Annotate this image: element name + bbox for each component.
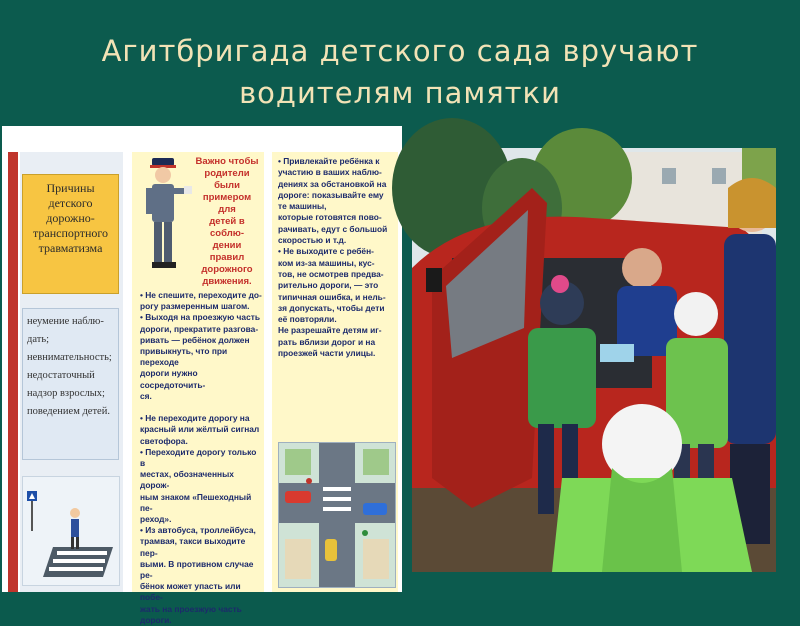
- traffic-police-officer-illustration: [140, 156, 192, 274]
- leaflet-heading-box: [22, 174, 119, 294]
- leaflet-cause: невнимательность;: [27, 352, 112, 363]
- slide-title-line1: Агитбригада детского сада вручают: [101, 34, 699, 68]
- photo-kids-handing-leaflets-to-driver: [412, 148, 776, 572]
- leaflet-causes-list: [23, 309, 118, 421]
- slide-title: [0, 30, 800, 114]
- leaflet-cause: поведением детей.: [27, 406, 110, 417]
- leaflet-heading: Причины детского дорожно-транспортного травматизма: [32, 181, 109, 255]
- slide-title-line2: водителям памятки: [239, 76, 561, 110]
- traffic-safety-leaflet: [2, 126, 402, 625]
- leaflet-warning-text: Важно чтобы родители были примером для детей в соблю- дении правил дорожного движения.: [195, 156, 259, 287]
- leaflet-red-stripe: [8, 152, 18, 592]
- leaflet-causes-box: [22, 308, 119, 460]
- pedestrian-crossing-illustration: [22, 476, 120, 586]
- leaflet-rules-column-3: • Привлекайте ребёнка к участию в ваших наблю- дениях за обстановкой на дороге: показывайте ему те машины, которые готовятся пово- рачивать, едут с большой скоростью и т.д. • Не выходите с ребён- ком из-за машины, кус- тов, не осмотрев предва- рительно дороги, — это типичная ошибка, и нель- зя допускать, чтобы дети её повторяли. Не разрешайте детям иг- рать вблизи дорог и на проезжей части улицы.: [278, 156, 388, 359]
- leaflet-cause: неумение наблю- дать;: [27, 316, 104, 345]
- leaflet-rules-column-2: • Не спешите, переходите до- рогу размеренным шагом. • Выходя на проезжую часть дороги, прекратите разгова- ривать — ребёнок должен привыкнуть, что при переходе дороги нужно сосредоточить- ся. • Не переходите дорогу на красный или жёлтый сигнал светофора. • Переходите дорогу только в местах, обозначенных дорож- ным знаком «Пешеходный пе- реход». • Из автобуса, троллейбуса, трамвая, такси выходите пер- выми. В противном случае ре- бёнок может упасть или побе- жать на проезжую часть дороги.: [140, 290, 262, 625]
- leaflet-cause: недостаточный надзор взрослых;: [27, 370, 105, 399]
- road-scene-illustration: [278, 442, 396, 588]
